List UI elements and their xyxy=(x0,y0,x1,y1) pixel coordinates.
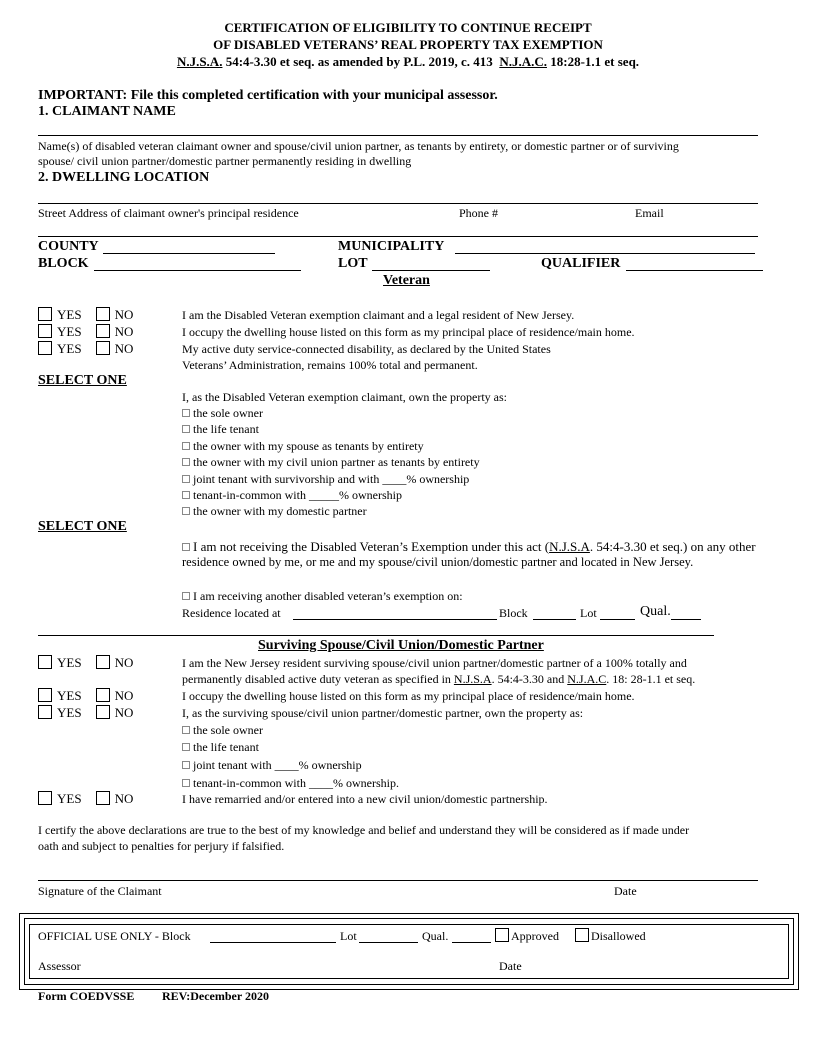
option-checkbox[interactable] xyxy=(182,442,190,450)
citation-njac: N.J.A.C. xyxy=(499,54,547,69)
option-checkbox[interactable] xyxy=(182,507,190,515)
not-receiving-option[interactable] xyxy=(182,539,756,555)
section-divider xyxy=(38,635,714,636)
yes-checkbox[interactable] xyxy=(38,688,52,702)
surviving-q4-yesno xyxy=(38,791,133,807)
certify-line-1: I certify the above declarations are true to the best of my knowledge and belief and understand they will be considered as if made under xyxy=(38,823,690,837)
address-line-2[interactable] xyxy=(38,236,758,237)
yes-label: YES xyxy=(57,307,82,322)
no-label: NO xyxy=(114,341,134,356)
no-checkbox[interactable] xyxy=(96,655,110,669)
option-label: the owner with my civil union partner as tenants by entirety xyxy=(193,455,480,469)
claimant-caption-2: spouse/ civil union partner/domestic partner permanently residing in dwelling xyxy=(38,154,412,168)
option-label: joint tenant with survivorship and with ____% ownership xyxy=(193,472,470,486)
veteran-own-option[interactable] xyxy=(182,488,402,503)
veteran-own-option[interactable] xyxy=(182,439,424,454)
yes-checkbox[interactable] xyxy=(38,655,52,669)
official-block-field[interactable] xyxy=(210,942,336,943)
county-field[interactable] xyxy=(103,253,275,254)
veteran-q2-text: I occupy the dwelling house listed on this form as my principal place of residence/main home. xyxy=(182,325,635,339)
surviving-q2-text: I occupy the dwelling house listed on this form as my principal place of residence/main home. xyxy=(182,689,635,703)
approved-label: Approved xyxy=(511,929,559,943)
option-label: tenant-in-common with ____% ownership. xyxy=(193,776,399,790)
surviving-own-option[interactable] xyxy=(182,758,362,773)
surviving-q1-text-2a: permanently disabled active duty veteran as specified in xyxy=(182,672,454,686)
residence-qual-field[interactable] xyxy=(671,619,701,620)
citation-njsa: N.J.S.A. xyxy=(176,54,223,69)
veteran-q1-text: I am the Disabled Veteran exemption claimant and a legal resident of New Jersey. xyxy=(182,308,575,322)
yes-label: YES xyxy=(57,341,82,356)
no-label: NO xyxy=(114,324,134,339)
surviving-q1-yesno xyxy=(38,655,133,671)
veteran-q1-yesno xyxy=(38,307,133,323)
disallowed-label: Disallowed xyxy=(591,929,646,943)
email-label: Email xyxy=(635,206,664,220)
not-receiving-line-2: residence owned by me, or me and my spouse/civil union/domestic partner and located in New Jersey. xyxy=(182,555,694,569)
option-label: the life tenant xyxy=(193,740,259,754)
disallowed-checkbox[interactable] xyxy=(575,928,589,942)
residence-block-label: Block xyxy=(499,606,528,620)
official-qual-field[interactable] xyxy=(452,942,491,943)
option-checkbox[interactable] xyxy=(182,475,190,483)
no-label: NO xyxy=(114,655,134,670)
residence-field[interactable] xyxy=(293,619,497,620)
no-checkbox[interactable] xyxy=(96,307,110,321)
option-checkbox[interactable] xyxy=(182,743,190,751)
veteran-q3-yesno xyxy=(38,341,133,357)
title-line-1: CERTIFICATION OF ELIGIBILITY TO CONTINUE RECEIPT xyxy=(224,20,592,35)
option-checkbox[interactable] xyxy=(182,779,190,787)
yes-checkbox[interactable] xyxy=(38,791,52,805)
surviving-q1-text-2c: . 18: 28-1.1 et seq. xyxy=(606,672,696,686)
county-label: COUNTY xyxy=(38,239,99,254)
veteran-own-option[interactable] xyxy=(182,504,367,519)
no-checkbox[interactable] xyxy=(96,791,110,805)
option-checkbox[interactable] xyxy=(182,458,190,466)
option-label: tenant-in-common with _____% ownership xyxy=(193,488,402,502)
no-checkbox[interactable] xyxy=(96,705,110,719)
option-label: the sole owner xyxy=(193,406,263,420)
veteran-own-option[interactable] xyxy=(182,406,263,421)
section-1-heading: 1. CLAIMANT NAME xyxy=(38,104,176,119)
yes-checkbox[interactable] xyxy=(38,324,52,338)
surviving-q2-yesno xyxy=(38,688,133,704)
official-lot-label: Lot xyxy=(340,929,357,943)
option-checkbox[interactable] xyxy=(182,592,190,600)
surviving-q1-text-2 xyxy=(182,672,695,687)
footer-form-id: Form COEDVSSE xyxy=(38,989,135,1003)
assessor-label: Assessor xyxy=(38,959,81,973)
official-use-label: OFFICIAL USE ONLY - Block xyxy=(38,929,191,943)
option-checkbox[interactable] xyxy=(182,491,190,499)
citation-end: 18:28-1.1 et seq. xyxy=(546,54,640,69)
citation-mid: 54:4-3.30 et seq. as amended by P.L. 2019, c. 413 xyxy=(222,54,500,69)
veteran-own-intro: I, as the Disabled Veteran exemption claimant, own the property as: xyxy=(182,390,508,404)
select-one-heading-2: SELECT ONE xyxy=(38,519,127,534)
surviving-q3-text: I, as the surviving spouse/civil union partner/domestic partner, own the property as: xyxy=(182,706,584,720)
surviving-heading: Surviving Spouse/Civil Union/Domestic Partner xyxy=(258,638,544,653)
not-receiving-njsa: N.J.S.A xyxy=(549,539,590,554)
surviving-q3-yesno xyxy=(38,705,133,721)
yes-label: YES xyxy=(57,705,82,720)
surviving-q4-text: I have remarried and/or entered into a new civil union/domestic partnership. xyxy=(182,792,548,806)
yes-label: YES xyxy=(57,655,82,670)
no-label: NO xyxy=(114,688,134,703)
footer-revision: REV:December 2020 xyxy=(162,989,269,1003)
veteran-q3-text-1: My active duty service-connected disability, as declared by the United States xyxy=(182,342,551,356)
no-label: NO xyxy=(114,705,134,720)
phone-label: Phone # xyxy=(459,206,498,220)
yes-label: YES xyxy=(57,791,82,806)
certify-line-2: oath and subject to penalties for perjury if falsified. xyxy=(38,839,285,853)
title-citation xyxy=(0,54,816,70)
yes-checkbox[interactable] xyxy=(38,341,52,355)
yes-checkbox[interactable] xyxy=(38,705,52,719)
surviving-own-option[interactable] xyxy=(182,740,259,755)
surviving-own-option[interactable] xyxy=(182,723,263,738)
no-label: NO xyxy=(114,307,134,322)
surviving-q1-njac: N.J.A.C xyxy=(567,672,607,686)
veteran-own-option[interactable] xyxy=(182,422,259,437)
residence-block-field[interactable] xyxy=(533,619,576,620)
signature-date-label: Date xyxy=(614,884,637,898)
residence-lot-field[interactable] xyxy=(600,619,635,620)
claimant-name-field[interactable] xyxy=(38,135,758,136)
option-checkbox[interactable] xyxy=(182,425,190,433)
surviving-q1-njsa: N.J.S.A xyxy=(453,672,492,686)
option-checkbox[interactable] xyxy=(182,543,190,551)
qualifier-field[interactable] xyxy=(626,270,763,271)
residence-lot-label: Lot xyxy=(580,606,597,620)
signature-label: Signature of the Claimant xyxy=(38,884,162,898)
surviving-q1-text-2b: . 54:4-3.30 and xyxy=(491,672,568,686)
option-label: the owner with my domestic partner xyxy=(193,504,367,518)
surviving-q1-text-1: I am the New Jersey resident surviving spouse/civil union partner/domestic partner of a 100% totally and xyxy=(182,656,687,670)
veteran-q3-text-2: Veterans’ Administration, remains 100% total and permanent. xyxy=(182,358,478,372)
no-checkbox[interactable] xyxy=(96,341,110,355)
surviving-own-option[interactable] xyxy=(182,776,399,791)
approved-option[interactable] xyxy=(495,928,559,944)
municipality-label: MUNICIPALITY xyxy=(338,239,445,254)
lot-field[interactable] xyxy=(372,270,490,271)
not-receiving-text-a: I am not receiving the Disabled Veteran’s Exemption under this act ( xyxy=(193,539,550,554)
receiving-other-option[interactable] xyxy=(182,589,463,604)
option-checkbox[interactable] xyxy=(182,761,190,769)
claimant-caption-1: Name(s) of disabled veteran claimant owner and spouse/civil union partner, as tenants by entirety, or domestic partner or of surviving xyxy=(38,139,679,153)
veteran-own-option[interactable] xyxy=(182,472,469,487)
no-checkbox[interactable] xyxy=(96,324,110,338)
block-label: BLOCK xyxy=(38,256,89,271)
yes-label: YES xyxy=(57,324,82,339)
municipality-field[interactable] xyxy=(455,253,755,254)
yes-label: YES xyxy=(57,688,82,703)
veteran-q2-yesno xyxy=(38,324,133,340)
yes-checkbox[interactable] xyxy=(38,307,52,321)
approved-checkbox[interactable] xyxy=(495,928,509,942)
veteran-heading: Veteran xyxy=(383,273,430,288)
official-date-label: Date xyxy=(499,959,522,973)
qualifier-label: QUALIFIER xyxy=(541,256,621,271)
title-line-2: OF DISABLED VETERANS’ REAL PROPERTY TAX EXEMPTION xyxy=(213,37,603,52)
no-label: NO xyxy=(114,791,134,806)
option-label: the sole owner xyxy=(193,723,263,737)
veteran-own-option[interactable] xyxy=(182,455,480,470)
block-field[interactable] xyxy=(94,270,301,271)
option-label: the owner with my spouse as tenants by entirety xyxy=(193,439,424,453)
receiving-other-text: I am receiving another disabled veteran’s exemption on: xyxy=(193,589,463,603)
option-label: joint tenant with ____% ownership xyxy=(193,758,362,772)
official-lot-field[interactable] xyxy=(359,942,418,943)
official-qual-label: Qual. xyxy=(422,929,449,943)
option-label: the life tenant xyxy=(193,422,259,436)
street-address-field[interactable] xyxy=(38,203,758,204)
option-checkbox[interactable] xyxy=(182,726,190,734)
important-note: IMPORTANT: File this completed certification with your municipal assessor. xyxy=(38,88,498,103)
option-checkbox[interactable] xyxy=(182,409,190,417)
street-label: Street Address of claimant owner's principal residence xyxy=(38,206,299,220)
signature-field[interactable] xyxy=(38,880,758,881)
lot-label: LOT xyxy=(338,256,368,271)
residence-qual-label: Qual. xyxy=(640,604,671,619)
residence-label: Residence located at xyxy=(182,606,281,620)
not-receiving-text-b: . 54:4-3.30 et seq.) on any other xyxy=(589,539,756,554)
select-one-heading-1: SELECT ONE xyxy=(38,373,127,388)
no-checkbox[interactable] xyxy=(96,688,110,702)
disallowed-option[interactable] xyxy=(575,928,646,944)
section-2-heading: 2. DWELLING LOCATION xyxy=(38,170,210,185)
